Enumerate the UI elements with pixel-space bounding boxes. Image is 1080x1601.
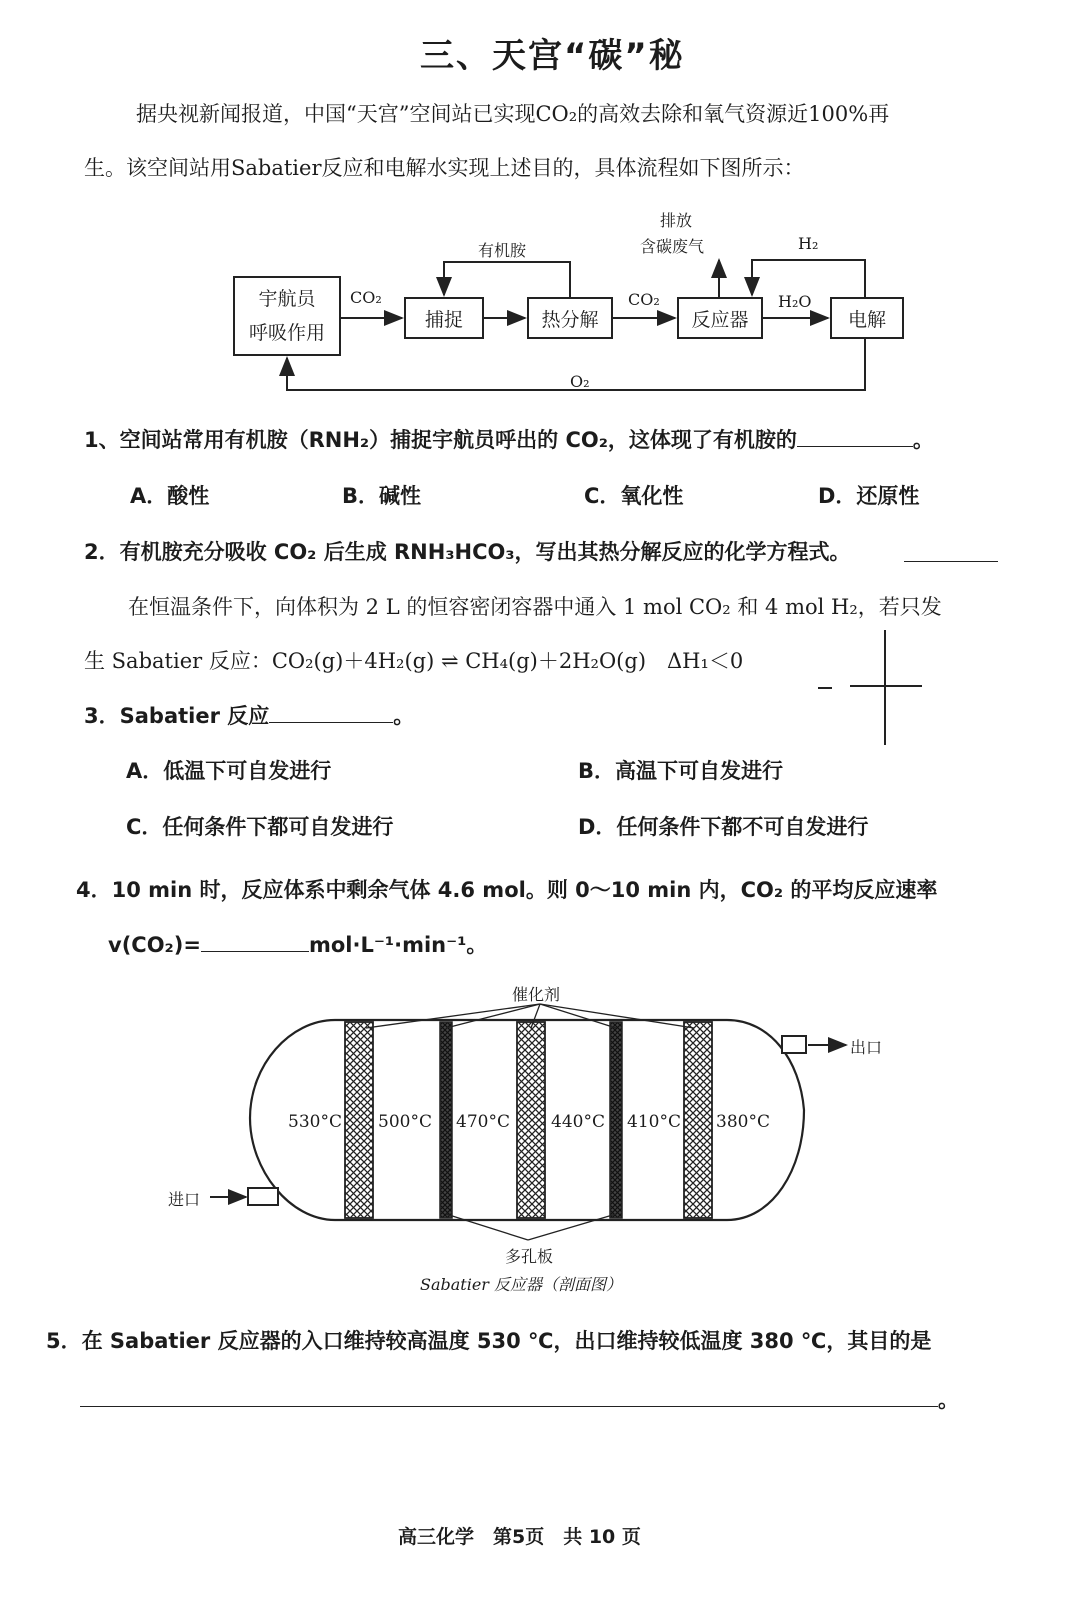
page-footer: 高三化学 第5页 共 10 页: [398, 1526, 641, 1548]
label-inlet: 进口: [168, 1190, 201, 1209]
outlet-pipe: [782, 1036, 806, 1053]
page-title: 三、天宫“碳”秘: [420, 36, 685, 76]
temp-zone-2: 500°C: [378, 1112, 432, 1132]
catalyst-bed-2: [517, 1022, 545, 1218]
q5-answer-line: [80, 1384, 959, 1414]
label-exhaust-line1: 排放: [660, 211, 693, 230]
label-co2-exhaled: CO₂: [350, 288, 382, 307]
q1-option-b: B．碱性: [342, 484, 422, 508]
q3-option-d: D．任何条件下都不可自发进行: [578, 815, 869, 839]
q1-option-c: C．氧化性: [584, 484, 684, 508]
box-capture: 捕捉: [404, 297, 484, 339]
temp-zone-3: 470°C: [456, 1112, 510, 1132]
label-organic-amine: 有机胺: [478, 241, 527, 260]
box-astronaut-line1: 宇航员: [258, 288, 316, 310]
label-exhaust-line2: 含碳废气: [640, 237, 705, 256]
condition-line-1: 在恒温条件下，向体积为 2 L 的恒容密闭容器中通入 1 mol CO₂ 和 4 mol H₂，若只发: [128, 595, 942, 619]
q4-unit: mol·L⁻¹·min⁻¹。: [308, 933, 488, 957]
label-porous-plate: 多孔板: [505, 1247, 554, 1266]
label-co2-released: CO₂: [628, 290, 660, 309]
box-electrolysis: 电解: [830, 297, 904, 339]
q3-stem-text: 3．Sabatier 反应: [84, 704, 270, 728]
temp-zone-1: 530°C: [288, 1112, 342, 1132]
label-outlet: 出口: [850, 1038, 883, 1057]
catalyst-bed-1: [345, 1022, 373, 1218]
intro-line-2: 生。该空间站用Sabatier反应和电解水实现上述目的，具体流程如下图所示：: [84, 156, 805, 180]
q1-stem-text: 1、空间站常用有机胺（RNH₂）捕捉宇航员呼出的 CO₂，这体现了有机胺的: [84, 428, 797, 452]
q4-prefix: v(CO₂)=: [108, 933, 201, 957]
q3-option-c: C．任何条件下都可自发进行: [126, 815, 394, 839]
q3-option-a: A．低温下可自发进行: [126, 759, 332, 783]
q5-stem: 5．在 Sabatier 反应器的入口维持较高温度 530 ℃，出口维持较低温度 380 ℃，其目的是: [46, 1329, 932, 1353]
porous-plate-1: [440, 1022, 452, 1218]
porous-plate-2: [610, 1022, 622, 1218]
q5-end: 。: [938, 1388, 959, 1412]
temp-zone-4: 440°C: [551, 1112, 605, 1132]
reactor-caption: Sabatier 反应器（剖面图）: [420, 1275, 623, 1294]
q1-stem-end: 。: [912, 428, 934, 452]
label-h2: H₂: [798, 234, 819, 253]
q3-stem-end: 。: [393, 704, 415, 728]
label-h2o: H₂O: [778, 292, 812, 311]
temp-zone-5: 410°C: [627, 1112, 681, 1132]
box-reactor: 反应器: [677, 297, 763, 339]
q1-option-a: A．酸性: [130, 484, 210, 508]
q3-option-b: B．高温下可自发进行: [578, 759, 784, 783]
q5-answer-blank[interactable]: [80, 1405, 938, 1407]
inlet-pipe: [248, 1188, 278, 1205]
condition-line-2: 生 Sabatier 反应：CO₂(g)＋4H₂(g) ⇌ CH₄(g)＋2H₂O(g) ΔH₁＜0: [84, 649, 744, 673]
box-thermal-decomposition: 热分解: [527, 297, 613, 339]
intro-line-1: 据央视新闻报道，中国“天宫”空间站已实现CO₂的高效去除和氧气资源近100%再: [136, 102, 890, 126]
catalyst-bed-3: [684, 1022, 712, 1218]
box-astronaut-line2: 呼吸作用: [248, 322, 325, 344]
label-catalyst: 催化剂: [512, 985, 561, 1004]
label-o2: O₂: [570, 372, 590, 391]
q4-line-1: 4．10 min 时，反应体系中剩余气体 4.6 mol。则 0～10 min 内，CO₂ 的平均反应速率: [76, 878, 938, 902]
q1-option-d: D．还原性: [818, 484, 920, 508]
q2-stem-text: 2．有机胺充分吸收 CO₂ 后生成 RNH₃HCO₃，写出其热分解反应的化学方程式。: [84, 540, 851, 564]
temp-zone-6: 380°C: [716, 1112, 770, 1132]
